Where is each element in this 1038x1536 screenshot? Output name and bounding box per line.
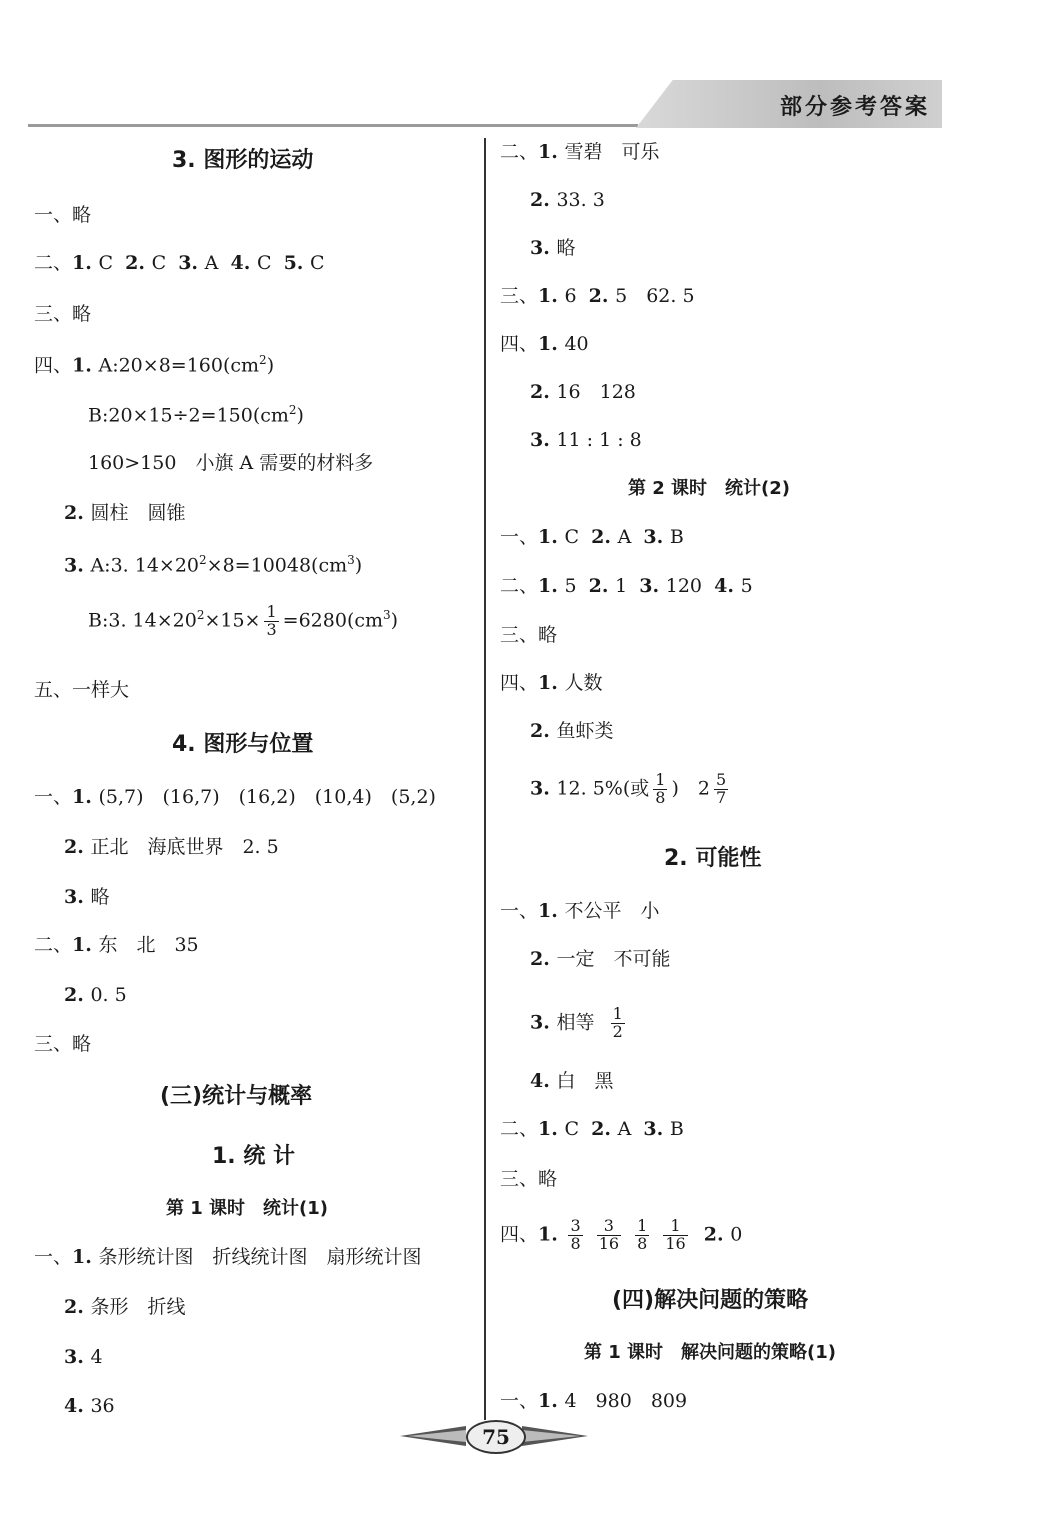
answer-line: 四、1. $A:20\times 8=160(cm^2)$ [34, 353, 275, 377]
answer-line: 一、1. 不公平 小 [500, 900, 660, 922]
answer-line: 四、1. 人数 [500, 672, 603, 694]
answer-line: 一、1. (5,7) (16,7) (16,2) (10,4) (5,2) [34, 786, 436, 808]
fraction: $\frac{1}{2}$ [612, 1004, 623, 1041]
answer-line: 2. 0. 5 [64, 984, 127, 1006]
answer-line: 一、1. 条形统计图 折线统计图 扇形统计图 [34, 1246, 422, 1268]
section-title-stats: 1. 统 计 [212, 1144, 295, 1169]
answer-line: 二、1. 雪碧 可乐 [500, 141, 660, 163]
answer-line: 3. A:3. $14\times 20^2\times 8=10048(cm^3)$ [64, 553, 363, 577]
section-title-probability: 2. 可能性 [664, 846, 762, 871]
answer-line: 3. 略 [530, 237, 576, 259]
answer-line: 二、1. C 2. C 3. A 4. C 5. C [34, 252, 325, 274]
answer-line: 三、略 [34, 303, 92, 325]
answer-line: 2. 圆柱 圆锥 [64, 502, 186, 524]
answer-line: 3. 略 [64, 886, 110, 908]
column-divider [484, 138, 486, 1420]
lesson-title: 第 1 课时 解决问题的策略(1) [584, 1342, 837, 1363]
answer-line: 三、略 [500, 624, 558, 646]
part-title-strategy: (四)解决问题的策略 [612, 1288, 809, 1313]
section-title-motion: 3. 图形的运动 [172, 148, 314, 173]
answer-line: 2. 33. 3 [530, 189, 605, 211]
answer-line: 二、1. C 2. A 3. B [500, 1118, 684, 1140]
answer-line: 2. 正北 海底世界 2. 5 [64, 836, 279, 858]
answer-line: 三、1. 6 2. 5 62. 5 [500, 285, 695, 307]
answer-line: 四、1. $\frac{3}{8}$ $\frac{3}{16}$ $\frac{1}{8}$ $\frac{1}{16}$ 2. 0 [500, 1216, 743, 1253]
answer-line: 一、略 [34, 204, 92, 226]
answer-line: B:3. $14\times 20^2\times 15\times$ $\frac{1}{3}$ $=6280(cm^3)$ [88, 602, 399, 639]
fraction: $\frac{1}{8}$ [637, 1216, 648, 1253]
fraction: $\frac{5}{7}$ [715, 770, 727, 807]
answer-line: 3. 12. 5%(或 $\frac{1}{8}$ ) 2 $\frac{5}{7}$ [530, 770, 727, 807]
answer-line: 4. 白 黑 [530, 1070, 614, 1092]
answer-line: 三、略 [500, 1168, 558, 1190]
answer-line: 3. 4 [64, 1346, 103, 1368]
lesson-title: 第 2 课时 统计(2) [628, 478, 791, 499]
fraction: $\frac{1}{8}$ [655, 770, 666, 807]
page-number: 75 [466, 1420, 526, 1454]
answer-line: 4. 36 [64, 1395, 115, 1417]
answer-line: 二、1. 东 北 35 [34, 934, 199, 956]
answer-line: 2. 条形 折线 [64, 1296, 186, 1318]
answer-line: $B:20\times 15\div 2=150(cm^2)$ [88, 403, 304, 427]
answer-line: 五、一样大 [34, 679, 130, 701]
answer-line: 三、略 [34, 1033, 92, 1055]
answer-line: 2. 鱼虾类 [530, 720, 614, 742]
answer-line: 一、1. 4 980 809 [500, 1390, 688, 1412]
header-rule [28, 124, 638, 127]
answer-line: 3. 相等 $\frac{1}{2}$ [530, 1004, 623, 1041]
page-number-ornament [400, 1418, 588, 1454]
fraction: $\frac{3}{8}$ [570, 1216, 581, 1253]
part-title-statistics: (三)统计与概率 [160, 1084, 313, 1109]
answer-line: 2. 16 128 [530, 381, 636, 403]
fraction: $\frac{1}{16}$ [665, 1216, 686, 1253]
answer-line: 160>150 小旗 A 需要的材料多 [88, 452, 374, 474]
answer-line: 二、1. 5 2. 1 3. 120 4. 5 [500, 575, 753, 597]
header-title: 部分参考答案 [780, 95, 931, 120]
fraction: $\frac{1}{3}$ [266, 602, 277, 639]
section-title-position: 4. 图形与位置 [172, 732, 314, 757]
lesson-title: 第 1 课时 统计(1) [166, 1198, 329, 1219]
answer-line: 2. 一定 不可能 [530, 948, 671, 970]
answer-line: 3. 11 : 1 : 8 [530, 429, 642, 451]
answer-line: 四、1. 40 [500, 333, 589, 355]
answer-line: 一、1. C 2. A 3. B [500, 526, 684, 548]
fraction: $\frac{3}{16}$ [598, 1216, 620, 1253]
